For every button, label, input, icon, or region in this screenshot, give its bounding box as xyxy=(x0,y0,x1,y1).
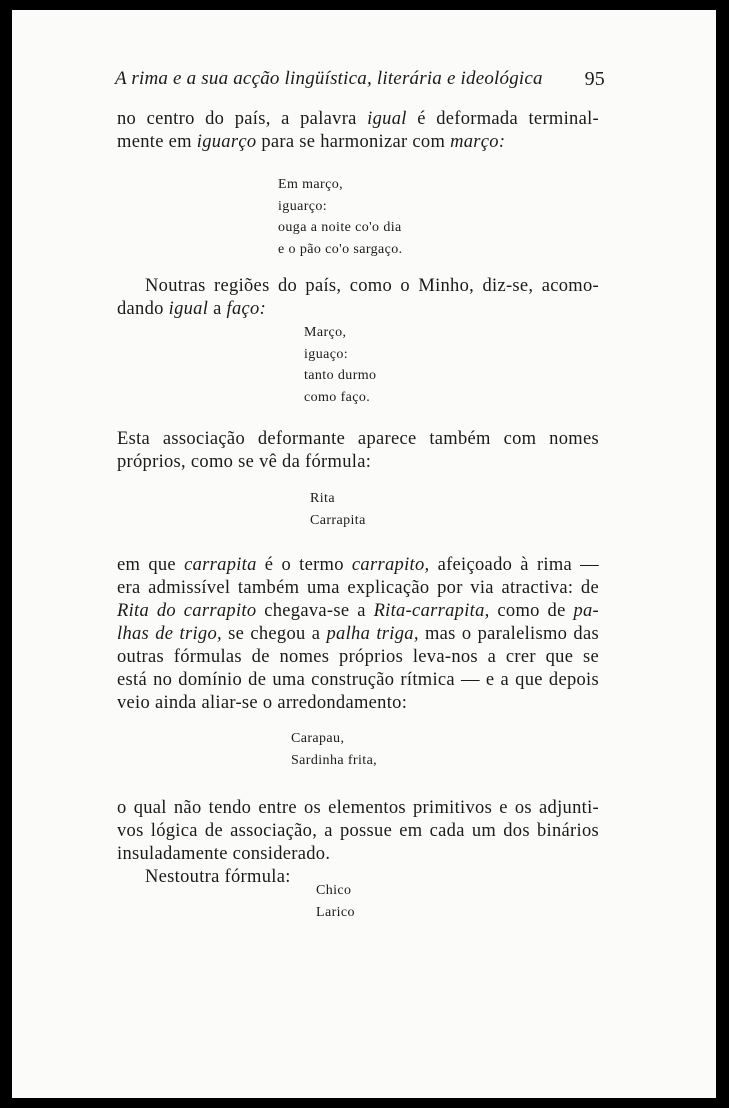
running-head xyxy=(115,68,605,90)
verse-line: Carapau, xyxy=(291,731,345,746)
verse-quote-5 xyxy=(316,880,355,923)
verse-line: Março, xyxy=(304,325,347,340)
verse-line: ouga a noite co'o dia xyxy=(278,220,402,235)
page-number: 95 xyxy=(584,68,605,90)
verse-line: Larico xyxy=(316,904,355,920)
paragraph-line: outras fórmulas de nomes próprios leva-nos a crer que se xyxy=(117,647,599,667)
verse-line: Carrapita xyxy=(310,512,366,528)
verse-quote-3 xyxy=(310,488,366,531)
paragraph-line: o qual não tendo entre os elementos primitivos e os adjunti- xyxy=(117,798,599,818)
paragraph-line: mente em iguarço para se harmonizar com março: xyxy=(117,132,506,152)
paragraph-2 xyxy=(117,275,599,321)
verse-line: Sardinha frita, xyxy=(291,752,378,768)
paragraph-line: era admissível também uma explicação por via atractiva: de xyxy=(117,578,599,598)
paragraph-6 xyxy=(117,866,599,889)
verse-quote-4 xyxy=(291,728,377,771)
paragraph-line: Noutras regiões do país, como o Minho, diz-se, acomo- xyxy=(145,276,599,296)
paragraph-3 xyxy=(117,428,599,474)
verse-line: tanto durmo xyxy=(304,368,377,383)
verse-line: Chico xyxy=(316,883,352,898)
paragraph-line: está no domínio de uma construção rítmica — e a que depois xyxy=(117,670,599,690)
paragraph-line: lhas de trigo, se chegou a palha triga, mas o paralelismo das xyxy=(117,624,599,644)
paragraph-line: no centro do país, a palavra igual é deformada terminal- xyxy=(117,109,599,129)
verse-quote-2 xyxy=(304,322,376,408)
running-title: A rima e a sua acção lingüística, literária e ideológica xyxy=(115,68,543,89)
verse-line: Rita xyxy=(310,491,335,506)
paragraph-line: Rita do carrapito chegava-se a Rita-carrapita, como de pa- xyxy=(117,601,599,621)
verse-line: como faço. xyxy=(304,389,371,405)
paragraph-line: dando igual a faço: xyxy=(117,299,267,319)
verse-quote-1 xyxy=(278,174,403,260)
paragraph-line: próprios, como se vê da fórmula: xyxy=(117,452,372,472)
paragraph-line: insuladamente considerado. xyxy=(117,844,331,864)
paragraph-line: vos lógica de associação, a possue em cada um dos binários xyxy=(117,821,599,841)
paragraph-1 xyxy=(117,108,599,154)
verse-line: Em março, xyxy=(278,177,344,192)
book-page xyxy=(12,10,716,1098)
paragraph-line: Esta associação deformante aparece também com nomes xyxy=(117,429,599,449)
paragraph-4 xyxy=(117,554,599,715)
paragraph-line: em que carrapita é o termo carrapito, afeiçoado à rima — xyxy=(117,555,599,575)
verse-line: iguarço: xyxy=(278,198,328,214)
verse-line: e o pão co'o sargaço. xyxy=(278,241,403,257)
paragraph-line: veio ainda aliar-se o arredondamento: xyxy=(117,693,408,713)
paragraph-5 xyxy=(117,797,599,866)
paragraph-line: Nestoutra fórmula: xyxy=(145,867,291,887)
verse-line: iguaço: xyxy=(304,346,349,362)
